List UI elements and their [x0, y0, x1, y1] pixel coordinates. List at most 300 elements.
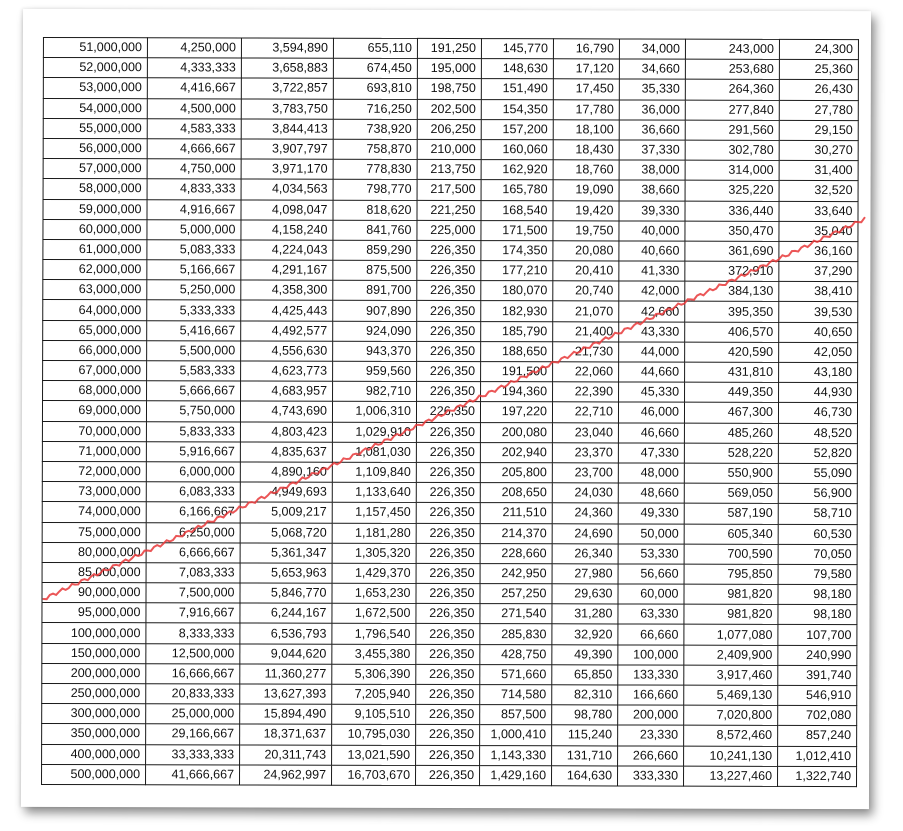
table-cell: 6,166,667	[146, 502, 240, 522]
table-cell: 4,750,000	[147, 159, 241, 179]
table-cell: 37,290	[779, 261, 858, 281]
table-cell: 66,000,000	[43, 340, 147, 360]
table-cell: 145,770	[481, 39, 553, 59]
table-cell: 79,580	[778, 564, 857, 584]
table-row	[43, 98, 858, 120]
table-cell: 1,672,500	[332, 603, 416, 623]
table-cell: 43,330	[619, 322, 685, 342]
table-cell: 180,070	[481, 281, 553, 301]
table-cell: 5,250,000	[147, 280, 241, 300]
table-row	[42, 683, 857, 705]
table-cell: 333,330	[618, 766, 684, 786]
table-row	[42, 663, 857, 685]
table-cell: 85,000,000	[42, 562, 146, 582]
table-cell: 150,000,000	[42, 643, 146, 663]
table-row	[43, 260, 858, 282]
table-cell: 38,660	[619, 180, 685, 200]
table-cell: 221,250	[417, 200, 481, 220]
table-cell: 39,530	[779, 302, 858, 322]
table-cell: 46,000	[618, 402, 684, 422]
table-cell: 185,790	[481, 321, 553, 341]
table-cell: 4,803,423	[240, 422, 332, 442]
table-cell: 818,620	[333, 200, 417, 220]
table-cell: 60,000,000	[43, 219, 147, 239]
table-cell: 19,750	[553, 220, 619, 240]
table-cell: 16,666,667	[146, 664, 240, 684]
table-cell: 46,730	[778, 403, 857, 423]
table-cell: 4,743,690	[240, 401, 332, 421]
table-cell: 20,740	[553, 281, 619, 301]
table-cell: 73,000,000	[42, 482, 146, 502]
table-cell: 24,360	[552, 503, 618, 523]
table-cell: 41,330	[619, 261, 685, 281]
table-cell: 5,361,347	[240, 543, 332, 563]
table-cell: 30,270	[779, 140, 858, 160]
table-row	[43, 219, 858, 241]
table-cell: 55,000,000	[43, 118, 147, 138]
table-cell: 2,409,900	[684, 645, 778, 665]
table-cell: 431,810	[685, 362, 779, 382]
table-cell: 5,916,667	[146, 441, 240, 461]
table-cell: 37,330	[619, 140, 685, 160]
table-cell: 213,750	[417, 160, 481, 180]
table-cell: 18,760	[553, 160, 619, 180]
table-cell: 58,000,000	[43, 179, 147, 199]
table-row	[43, 300, 858, 322]
table-cell: 1,077,080	[684, 625, 778, 645]
table-cell: 80,000,000	[42, 542, 146, 562]
table-cell: 1,133,640	[332, 482, 416, 502]
table-cell: 33,333,333	[146, 744, 240, 764]
table-cell: 45,330	[619, 382, 685, 402]
table-cell: 157,200	[481, 119, 553, 139]
table-cell: 7,500,000	[146, 583, 240, 603]
table-cell: 4,835,637	[240, 442, 332, 462]
table-cell: 546,910	[778, 685, 857, 705]
table-cell: 384,130	[685, 281, 779, 301]
table-cell: 52,820	[778, 443, 857, 463]
table-cell: 420,590	[685, 342, 779, 362]
table-row	[43, 138, 858, 160]
table-cell: 32,920	[552, 624, 618, 644]
table-cell: 43,180	[779, 362, 858, 382]
table-cell: 1,012,410	[778, 746, 857, 766]
table-cell: 226,350	[416, 503, 480, 523]
table-cell: 24,690	[552, 523, 618, 543]
table-cell: 16,790	[553, 39, 619, 59]
table-cell: 226,350	[416, 705, 480, 725]
table-cell: 3,658,883	[241, 58, 333, 78]
table-cell: 46,660	[618, 423, 684, 443]
table-cell: 35,040	[779, 221, 858, 241]
table-cell: 26,340	[552, 543, 618, 563]
table-cell: 40,660	[619, 241, 685, 261]
table-cell: 226,350	[417, 260, 481, 280]
table-cell: 6,666,667	[146, 542, 240, 562]
table-cell: 4,358,300	[241, 280, 333, 300]
table-cell: 38,000	[619, 160, 685, 180]
table-cell: 13,627,393	[240, 684, 332, 704]
table-cell: 44,000	[619, 342, 685, 362]
table-cell: 226,350	[417, 240, 481, 260]
table-cell: 3,783,750	[241, 99, 333, 119]
table-cell: 655,110	[333, 38, 417, 58]
table-cell: 264,360	[685, 80, 779, 100]
table-cell: 693,810	[333, 79, 417, 99]
table-cell: 226,350	[416, 765, 480, 785]
table-cell: 10,241,130	[684, 746, 778, 766]
table-cell: 226,350	[416, 624, 480, 644]
table-cell: 485,260	[684, 423, 778, 443]
table-cell: 361,690	[685, 241, 779, 261]
table-cell: 571,660	[480, 664, 552, 684]
table-cell: 336,440	[685, 201, 779, 221]
table-cell: 225,000	[417, 220, 481, 240]
table-cell: 226,350	[416, 543, 480, 563]
table-cell: 1,796,540	[332, 624, 416, 644]
table-cell: 107,700	[778, 625, 857, 645]
table-cell: 5,833,333	[146, 421, 240, 441]
table-cell: 1,000,410	[480, 725, 552, 745]
table-cell: 27,980	[552, 564, 618, 584]
table-cell: 778,830	[333, 159, 417, 179]
table-cell: 7,020,800	[684, 705, 778, 725]
table-cell: 57,000,000	[43, 159, 147, 179]
table-cell: 60,000	[618, 584, 684, 604]
table-cell: 22,060	[553, 362, 619, 382]
table-cell: 4,666,667	[147, 139, 241, 159]
table-cell: 3,594,890	[241, 38, 333, 58]
table-cell: 165,780	[481, 180, 553, 200]
table-cell: 226,350	[416, 684, 480, 704]
table-cell: 228,660	[480, 543, 552, 563]
table-cell: 5,750,000	[146, 401, 240, 421]
table-cell: 226,350	[416, 725, 480, 745]
table-cell: 674,450	[333, 58, 417, 78]
table-cell: 131,710	[552, 745, 618, 765]
table-cell: 90,000,000	[42, 583, 146, 603]
table-cell: 4,158,240	[241, 220, 333, 240]
table-cell: 943,370	[333, 341, 417, 361]
table-cell: 857,240	[778, 726, 857, 746]
table-cell: 277,840	[685, 100, 779, 120]
table-cell: 21,070	[553, 301, 619, 321]
table-cell: 250,000,000	[42, 683, 146, 703]
table-cell: 7,083,333	[146, 563, 240, 583]
table-cell: 372,910	[685, 261, 779, 281]
table-cell: 4,949,693	[240, 482, 332, 502]
table-cell: 605,340	[684, 524, 778, 544]
table-cell: 500,000,000	[42, 764, 146, 784]
table-cell: 40,650	[779, 322, 858, 342]
table-cell: 350,470	[685, 221, 779, 241]
table-cell: 226,350	[417, 281, 481, 301]
table-cell: 70,050	[778, 544, 857, 564]
table-cell: 200,080	[480, 422, 552, 442]
table-cell: 33,640	[779, 201, 858, 221]
table-cell: 24,962,997	[240, 765, 332, 785]
table-cell: 859,290	[333, 240, 417, 260]
table-cell: 226,350	[416, 422, 480, 442]
table-row	[43, 78, 858, 100]
table-cell: 449,350	[685, 382, 779, 402]
table-row	[42, 421, 857, 443]
table-cell: 55,090	[778, 463, 857, 483]
table-cell: 6,250,000	[146, 522, 240, 542]
table-row	[43, 360, 858, 382]
table-cell: 266,660	[618, 746, 684, 766]
table-cell: 25,000,000	[146, 704, 240, 724]
table-cell: 191,500	[481, 362, 553, 382]
table-cell: 1,006,310	[332, 402, 416, 422]
table-cell: 7,205,940	[332, 684, 416, 704]
table-cell: 226,350	[416, 462, 480, 482]
table-cell: 4,224,043	[241, 240, 333, 260]
table-cell: 54,000,000	[43, 98, 147, 118]
table-cell: 49,390	[552, 644, 618, 664]
table-cell: 36,000	[619, 100, 685, 120]
table-cell: 17,780	[553, 99, 619, 119]
table-cell: 226,350	[416, 745, 480, 765]
table-row	[43, 381, 858, 403]
table-cell: 9,105,510	[332, 704, 416, 724]
table-cell: 4,425,443	[241, 300, 333, 320]
table-cell: 65,850	[552, 665, 618, 685]
table-row	[42, 623, 857, 645]
table-cell: 3,907,797	[241, 139, 333, 159]
table-cell: 18,100	[553, 120, 619, 140]
table-cell: 29,630	[552, 584, 618, 604]
table-cell: 4,098,047	[241, 199, 333, 219]
table-cell: 240,990	[778, 645, 857, 665]
table-cell: 42,050	[779, 342, 858, 362]
table-cell: 10,795,030	[332, 725, 416, 745]
table-cell: 5,846,770	[240, 583, 332, 603]
table-cell: 400,000,000	[42, 744, 146, 764]
table-cell: 168,540	[481, 200, 553, 220]
table-cell: 6,244,167	[240, 603, 332, 623]
table-row	[43, 37, 858, 59]
table-cell: 177,210	[481, 261, 553, 281]
table-cell: 758,870	[333, 139, 417, 159]
table-cell: 314,000	[685, 160, 779, 180]
table-cell: 959,560	[333, 361, 417, 381]
table-cell: 200,000	[618, 705, 684, 725]
table-cell: 714,580	[480, 685, 552, 705]
table-cell: 406,570	[685, 322, 779, 342]
table-cell: 3,971,170	[241, 159, 333, 179]
table-cell: 569,050	[684, 483, 778, 503]
table-cell: 11,360,277	[240, 664, 332, 684]
table-cell: 4,500,000	[147, 98, 241, 118]
table-cell: 60,530	[778, 524, 857, 544]
table-row	[42, 461, 857, 483]
table-row	[42, 522, 857, 544]
table-cell: 40,000	[619, 221, 685, 241]
table-cell: 226,350	[417, 341, 481, 361]
table-cell: 36,660	[619, 120, 685, 140]
table-cell: 4,916,667	[147, 199, 241, 219]
table-cell: 8,333,333	[146, 623, 240, 643]
table-row	[43, 199, 858, 221]
table-cell: 56,000,000	[43, 138, 147, 158]
table-cell: 67,000,000	[43, 360, 147, 380]
table-cell: 66,660	[618, 624, 684, 644]
table-cell: 166,660	[618, 685, 684, 705]
table-cell: 226,350	[417, 382, 481, 402]
table-cell: 243,000	[685, 39, 779, 59]
table-cell: 5,333,333	[147, 300, 241, 320]
table-cell: 98,780	[552, 705, 618, 725]
table-cell: 38,410	[779, 282, 858, 302]
table-cell: 4,034,563	[241, 179, 333, 199]
table-cell: 64,000,000	[43, 300, 147, 320]
table-cell: 13,227,460	[684, 766, 778, 786]
table-cell: 1,143,330	[480, 745, 552, 765]
table-cell: 52,000,000	[43, 58, 147, 78]
table-cell: 202,500	[417, 99, 481, 119]
table-cell: 151,490	[481, 79, 553, 99]
table-cell: 550,900	[684, 463, 778, 483]
table-cell: 22,710	[552, 402, 618, 422]
table-cell: 217,500	[417, 180, 481, 200]
table-cell: 62,000,000	[43, 260, 147, 280]
table-cell: 19,090	[553, 180, 619, 200]
table-cell: 226,350	[416, 583, 480, 603]
table-cell: 5,583,333	[147, 361, 241, 381]
table-cell: 3,844,413	[241, 119, 333, 139]
table-cell: 226,350	[416, 604, 480, 624]
table-cell: 528,220	[684, 443, 778, 463]
table-cell: 1,429,160	[480, 765, 552, 785]
table-row	[42, 603, 857, 625]
table-cell: 226,350	[416, 402, 480, 422]
table-cell: 51,000,000	[43, 37, 147, 57]
table-cell: 5,068,720	[240, 522, 332, 542]
table-row	[42, 542, 857, 564]
table-cell: 98,180	[778, 584, 857, 604]
table-cell: 4,833,333	[147, 179, 241, 199]
table-cell: 391,740	[778, 665, 857, 685]
table-row	[43, 179, 858, 201]
table-cell: 16,703,670	[332, 765, 416, 785]
table-cell: 4,890,160	[240, 462, 332, 482]
table-cell: 29,150	[779, 120, 858, 140]
table-row	[43, 320, 858, 342]
table-cell: 182,930	[481, 301, 553, 321]
table-cell: 19,420	[553, 200, 619, 220]
table-cell: 795,850	[684, 564, 778, 584]
table-cell: 71,000,000	[42, 441, 146, 461]
table-cell: 226,350	[417, 321, 481, 341]
table-cell: 69,000,000	[42, 401, 146, 421]
table-cell: 907,890	[333, 301, 417, 321]
table-cell: 702,080	[778, 706, 857, 726]
table-cell: 300,000,000	[42, 704, 146, 724]
table-cell: 226,350	[416, 483, 480, 503]
table-cell: 48,660	[618, 483, 684, 503]
table-cell: 63,000,000	[43, 280, 147, 300]
table-cell: 3,455,380	[332, 644, 416, 664]
table-cell: 21,400	[553, 321, 619, 341]
table-cell: 1,429,370	[332, 563, 416, 583]
table-cell: 12,500,000	[146, 643, 240, 663]
table-cell: 59,000,000	[43, 199, 147, 219]
table-cell: 56,660	[618, 564, 684, 584]
table-row	[42, 482, 857, 504]
table-cell: 21,730	[553, 342, 619, 362]
table-cell: 271,540	[480, 604, 552, 624]
table-cell: 68,000,000	[43, 381, 147, 401]
table-body	[42, 37, 859, 786]
table-cell: 133,330	[618, 665, 684, 685]
table-row	[43, 58, 858, 80]
table-cell: 61,000,000	[43, 239, 147, 259]
table-cell: 8,572,460	[684, 725, 778, 745]
table-row	[43, 159, 858, 181]
table-cell: 1,081,030	[332, 442, 416, 462]
table-cell: 58,710	[778, 504, 857, 524]
table-cell: 74,000,000	[42, 502, 146, 522]
table-cell: 467,300	[684, 402, 778, 422]
table-cell: 13,021,590	[332, 745, 416, 765]
table-row	[43, 239, 858, 261]
table-cell: 5,000,000	[147, 219, 241, 239]
table-row	[43, 340, 858, 362]
table-cell: 26,430	[779, 80, 858, 100]
table-cell: 100,000	[618, 645, 684, 665]
table-cell: 48,520	[778, 423, 857, 443]
table-cell: 226,350	[417, 301, 481, 321]
table-cell: 5,009,217	[240, 502, 332, 522]
table-cell: 716,250	[333, 99, 417, 119]
table-cell: 162,920	[481, 160, 553, 180]
table-cell: 6,000,000	[146, 462, 240, 482]
table-cell: 42,000	[619, 281, 685, 301]
table-cell: 32,520	[779, 181, 858, 201]
table-cell: 211,510	[480, 503, 552, 523]
table-cell: 226,350	[416, 523, 480, 543]
table-cell: 226,350	[416, 563, 480, 583]
table-cell: 191,250	[417, 38, 481, 58]
table-cell: 325,220	[685, 180, 779, 200]
table-cell: 5,416,667	[147, 320, 241, 340]
table-cell: 9,044,620	[240, 644, 332, 664]
table-cell: 3,722,857	[241, 78, 333, 98]
table-cell: 148,630	[481, 59, 553, 79]
table-cell: 4,623,773	[241, 361, 333, 381]
table-cell: 31,400	[779, 160, 858, 180]
table-row	[42, 643, 857, 665]
table-cell: 164,630	[552, 766, 618, 786]
table-cell: 63,330	[618, 604, 684, 624]
table-cell: 200,000,000	[42, 663, 146, 683]
table-row	[42, 764, 857, 786]
table-cell: 6,083,333	[146, 482, 240, 502]
table-cell: 1,305,320	[332, 543, 416, 563]
table-cell: 1,181,280	[332, 523, 416, 543]
table-cell: 841,760	[333, 220, 417, 240]
table-cell: 36,160	[779, 241, 858, 261]
table-cell: 226,350	[416, 442, 480, 462]
table-cell: 226,350	[416, 664, 480, 684]
table-row	[42, 724, 857, 746]
table-cell: 981,820	[684, 604, 778, 624]
table-cell: 5,306,390	[332, 664, 416, 684]
table-cell: 891,700	[333, 280, 417, 300]
table-cell: 44,930	[779, 383, 858, 403]
table-cell: 171,500	[481, 220, 553, 240]
